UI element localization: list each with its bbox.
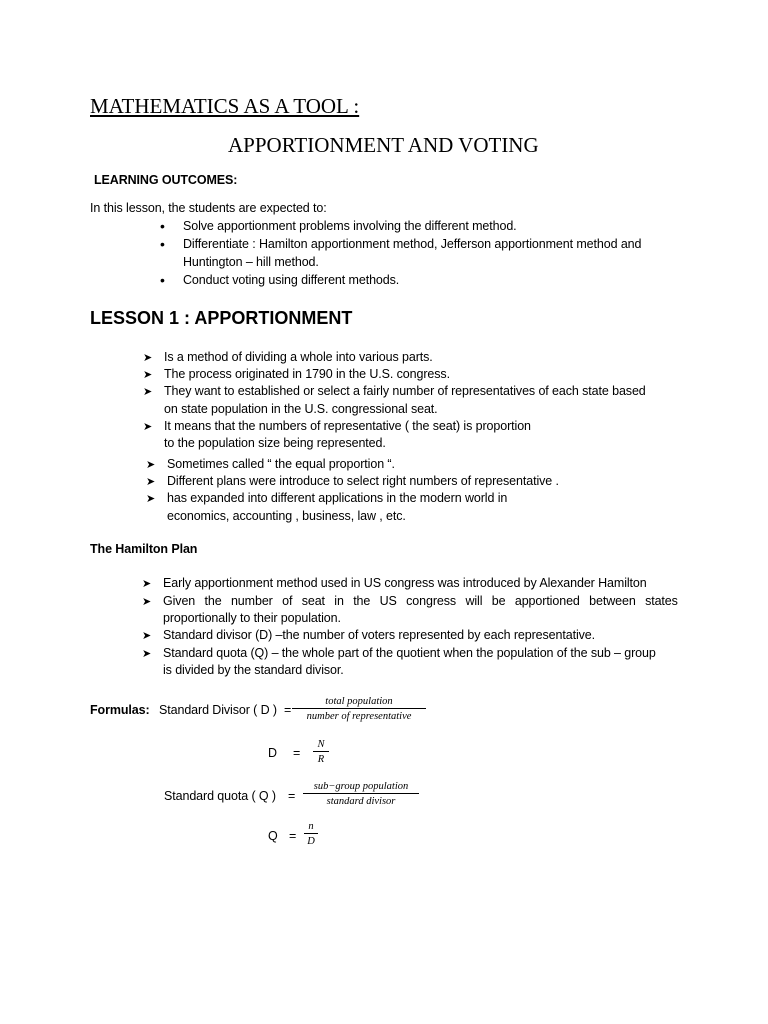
standard-divisor-label: Standard Divisor ( D ) bbox=[159, 703, 277, 717]
q-fraction bbox=[304, 821, 318, 847]
arrow-bullet-icon: ➤ bbox=[143, 369, 153, 381]
hamilton-point: Early apportionment method used in US congress was introduced by Alexander Hamilton bbox=[163, 576, 647, 590]
fraction-bar bbox=[303, 793, 419, 794]
hamilton-point: Standard quota (Q) – the whole part of the quotient when the population of the sub – group bbox=[163, 646, 656, 660]
standard-quota-fraction bbox=[303, 781, 419, 807]
document-title: MATHEMATICS AS A TOOL : bbox=[90, 94, 360, 118]
arrow-bullet-icon: ➤ bbox=[146, 476, 156, 488]
word: apportioned bbox=[514, 594, 580, 608]
arrow-bullet-icon: ➤ bbox=[143, 386, 153, 398]
lesson-point-continuation: to the population size being represented. bbox=[164, 436, 386, 450]
variable-d: D bbox=[268, 746, 277, 760]
outcome-item: • Differentiate : Hamilton apportionment method, Jefferson apportionment method and bbox=[183, 237, 641, 251]
arrow-bullet-icon: ➤ bbox=[143, 352, 153, 364]
word: will bbox=[465, 594, 483, 608]
hamilton-point-continuation: proportionally to their population. bbox=[163, 611, 341, 625]
arrow-bullet-icon: ➤ bbox=[142, 596, 152, 608]
document-subtitle: APPORTIONMENT AND VOTING bbox=[228, 133, 539, 157]
fraction-bar bbox=[304, 833, 318, 834]
equals-sign: = bbox=[293, 746, 301, 760]
variable-q: Q bbox=[268, 829, 278, 843]
fraction-denominator: D bbox=[307, 836, 315, 847]
standard-divisor-fraction bbox=[292, 696, 426, 722]
fraction-numerator: sub−group population bbox=[313, 781, 409, 792]
lesson-point: has expanded into different applications in the modern world in bbox=[167, 491, 508, 505]
word: in bbox=[334, 594, 344, 608]
outcome-item-continuation: Huntington – hill method. bbox=[183, 255, 319, 269]
arrow-bullet-icon: ➤ bbox=[142, 630, 152, 642]
lesson-point-continuation: economics, accounting , business, law , etc. bbox=[167, 509, 406, 523]
lesson-point: They want to established or select a fairly number of representatives of each state based bbox=[164, 384, 646, 398]
fraction-denominator: number of representative bbox=[306, 711, 412, 722]
lesson-point: Sometimes called “ the equal proportion “. bbox=[167, 457, 395, 471]
lesson-point: Is a method of dividing a whole into various parts. bbox=[164, 350, 433, 364]
learning-outcomes-heading: LEARNING OUTCOMES: bbox=[94, 173, 238, 187]
arrow-bullet-icon: ➤ bbox=[146, 459, 156, 471]
lesson-point: The process originated in 1790 in the U.S. congress. bbox=[164, 367, 450, 381]
equals-sign: = bbox=[289, 829, 297, 843]
word: seat bbox=[301, 594, 325, 608]
word: US bbox=[379, 594, 397, 608]
word: of bbox=[282, 594, 293, 608]
standard-quota-label: Standard quota ( Q ) bbox=[164, 789, 276, 803]
arrow-bullet-icon: ➤ bbox=[142, 648, 152, 660]
outcome-item: • Solve apportionment problems involving the different method. bbox=[183, 219, 517, 233]
fraction-denominator: standard divisor bbox=[326, 796, 396, 807]
fraction-denominator: R bbox=[317, 754, 325, 765]
lesson-heading: LESSON 1 : APPORTIONMENT bbox=[90, 308, 353, 328]
arrow-bullet-icon: ➤ bbox=[146, 493, 156, 505]
word: be bbox=[491, 594, 506, 608]
word: the bbox=[204, 594, 222, 608]
lesson-point-continuation: on state population in the U.S. congressional seat. bbox=[164, 402, 438, 416]
hamilton-point: Standard divisor (D) –the number of voters represented by each representative. bbox=[163, 628, 596, 642]
word: between bbox=[589, 594, 636, 608]
fraction-bar bbox=[292, 708, 426, 709]
d-fraction bbox=[313, 739, 329, 765]
fraction-bar bbox=[313, 751, 329, 752]
hamilton-point-justified bbox=[163, 594, 678, 608]
fraction-numerator: n bbox=[308, 821, 314, 832]
word: Given bbox=[163, 594, 196, 608]
word: number bbox=[230, 594, 273, 608]
fraction-numerator: N bbox=[317, 739, 325, 750]
equals-sign: = bbox=[284, 703, 292, 717]
hamilton-heading: The Hamilton Plan bbox=[90, 542, 198, 556]
lesson-point: Different plans were introduce to select right numbers of representative . bbox=[167, 474, 559, 488]
arrow-bullet-icon: ➤ bbox=[143, 421, 153, 433]
word: congress bbox=[406, 594, 457, 608]
outcome-item: • Conduct voting using different methods. bbox=[183, 273, 399, 287]
lesson-point: It means that the numbers of representative ( the seat) is proportion bbox=[164, 419, 531, 433]
learning-outcomes-intro: In this lesson, the students are expected to: bbox=[90, 201, 327, 215]
formulas-label: Formulas: bbox=[90, 703, 150, 717]
word: the bbox=[353, 594, 371, 608]
equals-sign: = bbox=[288, 789, 296, 803]
word: states bbox=[645, 594, 678, 608]
arrow-bullet-icon: ➤ bbox=[142, 578, 152, 590]
hamilton-point-continuation: is divided by the standard divisor. bbox=[163, 663, 344, 677]
fraction-numerator: total population bbox=[325, 696, 393, 707]
